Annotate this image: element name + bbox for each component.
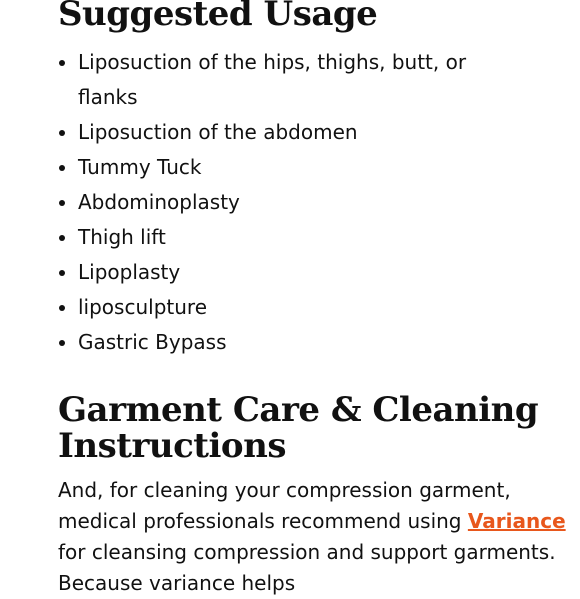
suggested-usage-heading: Suggested Usage bbox=[58, 0, 378, 34]
list-item-text: liposculpture bbox=[78, 295, 207, 319]
list-item bbox=[58, 290, 508, 325]
list-item bbox=[58, 185, 508, 220]
variance-link[interactable]: Variance bbox=[467, 509, 566, 533]
suggested-usage-list bbox=[58, 45, 508, 360]
list-item bbox=[58, 220, 508, 255]
list-item-text: Thigh lift bbox=[78, 225, 166, 249]
bullet-icon bbox=[59, 165, 65, 171]
list-item-text: Tummy Tuck bbox=[78, 155, 202, 179]
bullet-icon bbox=[59, 340, 65, 346]
garment-care-heading: Garment Care & Cleaning Instructions bbox=[58, 390, 539, 466]
bullet-icon bbox=[59, 60, 65, 66]
list-item-text: Abdominoplasty bbox=[78, 190, 240, 214]
paragraph-text-before-link: And, for cleaning your compression garment, medical professionals recommend using bbox=[58, 478, 511, 533]
list-item bbox=[58, 325, 508, 360]
list-item-text: Liposuction of the abdomen bbox=[78, 120, 358, 144]
list-item bbox=[58, 115, 508, 150]
list-item-text: Liposuction of the hips, thighs, butt, or flanks bbox=[78, 50, 467, 109]
garment-care-paragraph bbox=[58, 475, 568, 599]
bullet-icon bbox=[59, 270, 65, 276]
bullet-icon bbox=[59, 200, 65, 206]
bullet-icon bbox=[59, 305, 65, 311]
list-item-text: Gastric Bypass bbox=[78, 330, 227, 354]
paragraph-text-after-link: for cleansing compression and support garments. Because variance helps bbox=[58, 540, 556, 595]
bullet-icon bbox=[59, 235, 65, 241]
list-item-text: Lipoplasty bbox=[78, 260, 181, 284]
list-item bbox=[58, 150, 508, 185]
bullet-icon bbox=[59, 130, 65, 136]
list-item bbox=[58, 255, 508, 290]
list-item bbox=[58, 45, 508, 115]
